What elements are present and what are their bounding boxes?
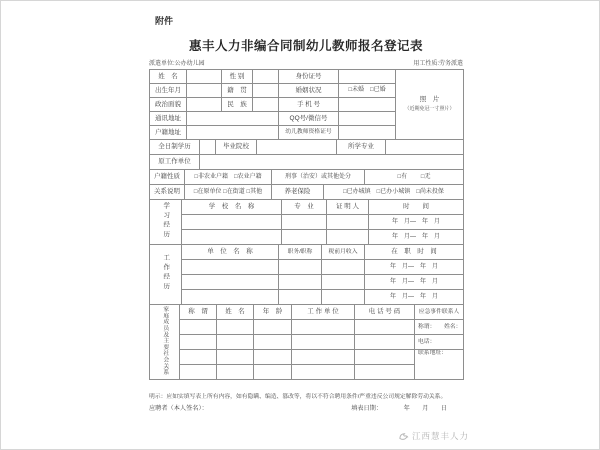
emergency-contact-header: 应急事件联系人 <box>415 305 464 320</box>
relation-label: 关系说明 <box>150 185 185 200</box>
fill-date-label: 填表日期： 年 月 日 <box>351 405 447 412</box>
qq-wechat-label: QQ号/微信号 <box>279 112 339 126</box>
ethnic-label: 民 族 <box>222 98 253 112</box>
education-row <box>149 139 464 155</box>
witness-field <box>327 215 369 230</box>
family-name-header: 姓 名 <box>217 305 254 320</box>
work-period-field: 年 月— 年 月 <box>365 260 464 275</box>
family-age-field <box>254 350 292 365</box>
college-field <box>257 140 337 155</box>
study-period-field: 年 月— 年 月 <box>369 215 464 230</box>
family-unit-field <box>292 320 355 335</box>
qq-wechat-field <box>339 112 396 126</box>
major-label: 所学专业 <box>337 140 386 155</box>
registration-form-table <box>149 70 465 380</box>
income-field <box>322 290 365 305</box>
family-name-field <box>217 365 254 380</box>
work-period-field: 年 月— 年 月 <box>365 275 464 290</box>
basic-info-table <box>149 69 464 140</box>
photo-note: （近期免冠一寸照片） <box>404 105 455 112</box>
former-employer-field <box>200 155 464 170</box>
name-label: 姓 名 <box>150 70 187 84</box>
family-phone-field <box>355 365 415 380</box>
attachment-label: 附件 <box>155 16 174 26</box>
income-field <box>322 275 365 290</box>
relation-pension-row <box>149 184 464 200</box>
native-place-field <box>253 84 279 98</box>
job-title-field <box>279 260 322 275</box>
page-title: 惠丰人力非编合同制幼儿教师报名登记表 <box>188 39 423 53</box>
photo-box <box>396 70 464 140</box>
degree-field <box>200 140 216 155</box>
family-relation-header: 称 谓 <box>180 305 217 320</box>
id-number-field <box>339 70 396 84</box>
family-phone-field <box>355 335 415 350</box>
study-major-header: 专 业 <box>282 200 327 215</box>
witness-field <box>327 230 369 245</box>
family-unit-field <box>292 365 355 380</box>
marital-options: □未婚 □已婚 <box>339 84 396 98</box>
ethnic-field <box>253 98 279 112</box>
photo-label: 照 片 <box>419 96 440 104</box>
household-type-label: 户籍性质 <box>150 170 185 185</box>
meta-row <box>149 58 463 67</box>
comm-address-field <box>187 112 279 126</box>
company-logo <box>398 430 469 442</box>
work-unit-field <box>182 275 279 290</box>
household-address-label: 户籍地址 <box>150 126 187 140</box>
emergency-phone-line: 电话： <box>415 335 464 350</box>
criminal-option-no: □无 <box>420 173 431 180</box>
study-time-header: 时 间 <box>369 200 464 215</box>
income-field <box>322 260 365 275</box>
work-section-label: 工作经历 <box>150 245 182 305</box>
criminal-label: 刑事（治安）或其他处分 <box>272 170 365 185</box>
family-phone-field <box>355 350 415 365</box>
job-title-header: 职务/职称 <box>279 245 322 260</box>
work-experience-table <box>149 244 464 305</box>
mobile-field <box>339 98 396 112</box>
emergency-address-line: 联系地址： <box>415 350 464 380</box>
comm-address-label: 通讯地址 <box>150 112 187 126</box>
household-type-options: □非农业户籍 □农业户籍 <box>185 170 272 185</box>
relation-options: □在原单位 □在街道 □其他 <box>185 185 272 200</box>
study-period-field: 年 月— 年 月 <box>369 230 464 245</box>
family-unit-field <box>292 350 355 365</box>
job-title-field <box>279 275 322 290</box>
family-relation-field <box>180 335 217 350</box>
household-criminal-row <box>149 169 464 185</box>
witness-header: 证 明 人 <box>327 200 369 215</box>
employment-type-label: 用工性质:劳务派遣 <box>413 61 463 67</box>
family-relation-field <box>180 320 217 335</box>
applicant-signature-label: 应聘者（本人签名）： <box>149 405 208 412</box>
logo-text: 江西慧丰人力 <box>411 431 469 441</box>
work-unit-field <box>182 290 279 305</box>
name-field <box>187 70 222 84</box>
family-phone-header: 电 话 号 码 <box>355 305 415 320</box>
household-address-field <box>187 126 279 140</box>
teacher-cert-field <box>339 126 396 140</box>
marital-label: 婚姻状况 <box>279 84 339 98</box>
income-header: 税前月收入 <box>322 245 365 260</box>
study-section-label: 学习经历 <box>150 200 182 245</box>
dispatch-unit-label: 派遣单位:公办幼儿园 <box>149 61 205 67</box>
family-name-field <box>217 335 254 350</box>
school-name-field <box>182 230 282 245</box>
work-period-field: 年 月— 年 月 <box>365 290 464 305</box>
signature-row <box>149 403 463 412</box>
birth-label: 出生年月 <box>150 84 187 98</box>
college-label: 毕业院校 <box>216 140 257 155</box>
study-experience-table <box>149 199 464 245</box>
work-time-header: 在 职 时 间 <box>365 245 464 260</box>
former-employer-row <box>149 154 464 170</box>
work-unit-field <box>182 260 279 275</box>
family-phone-field <box>355 320 415 335</box>
family-name-field <box>217 350 254 365</box>
family-age-field <box>254 335 292 350</box>
school-name-header: 学 校 名 称 <box>182 200 282 215</box>
former-employer-label: 原工作单位 <box>150 155 200 170</box>
logo-bird-icon <box>398 431 409 442</box>
birth-field <box>187 84 222 98</box>
gender-label: 性 别 <box>222 70 253 84</box>
job-title-field <box>279 290 322 305</box>
mobile-label: 手 机 号 <box>279 98 339 112</box>
notice-text: 明示：应如实填写表上所有内容，如有隐瞒、编造、篡改等，将以不符合聘用条件/严重违反公司规定解除劳动关系。 <box>149 394 447 400</box>
emergency-name-line: 称谓： 姓名： <box>415 320 464 335</box>
criminal-options <box>365 170 464 185</box>
family-age-field <box>254 320 292 335</box>
family-table <box>149 304 464 380</box>
political-field <box>187 98 222 112</box>
degree-label: 全日制学历 <box>150 140 200 155</box>
work-unit-header: 单 位 名 称 <box>182 245 279 260</box>
family-name-field <box>217 320 254 335</box>
native-place-label: 籍 贯 <box>222 84 253 98</box>
family-section-label: 家庭成员及主要社会关系 <box>150 305 180 380</box>
gender-field <box>253 70 279 84</box>
school-name-field <box>182 215 282 230</box>
study-major-field <box>282 215 327 230</box>
family-unit-header: 工 作 单 位 <box>292 305 355 320</box>
id-number-label: 身份证号 <box>279 70 339 84</box>
study-major-field <box>282 230 327 245</box>
family-age-field <box>254 365 292 380</box>
family-relation-field <box>180 350 217 365</box>
major-field <box>386 140 464 155</box>
criminal-option-yes: □有 <box>397 173 408 180</box>
pension-label: 养老保险 <box>272 185 324 200</box>
family-age-header: 年 龄 <box>254 305 292 320</box>
family-relation-field <box>180 365 217 380</box>
teacher-cert-label: 幼儿教师资格证号 <box>279 126 339 140</box>
family-unit-field <box>292 335 355 350</box>
political-label: 政治面貌 <box>150 98 187 112</box>
pension-options: □已办城镇 □已办小城镇 □尚未投保 <box>324 185 464 200</box>
